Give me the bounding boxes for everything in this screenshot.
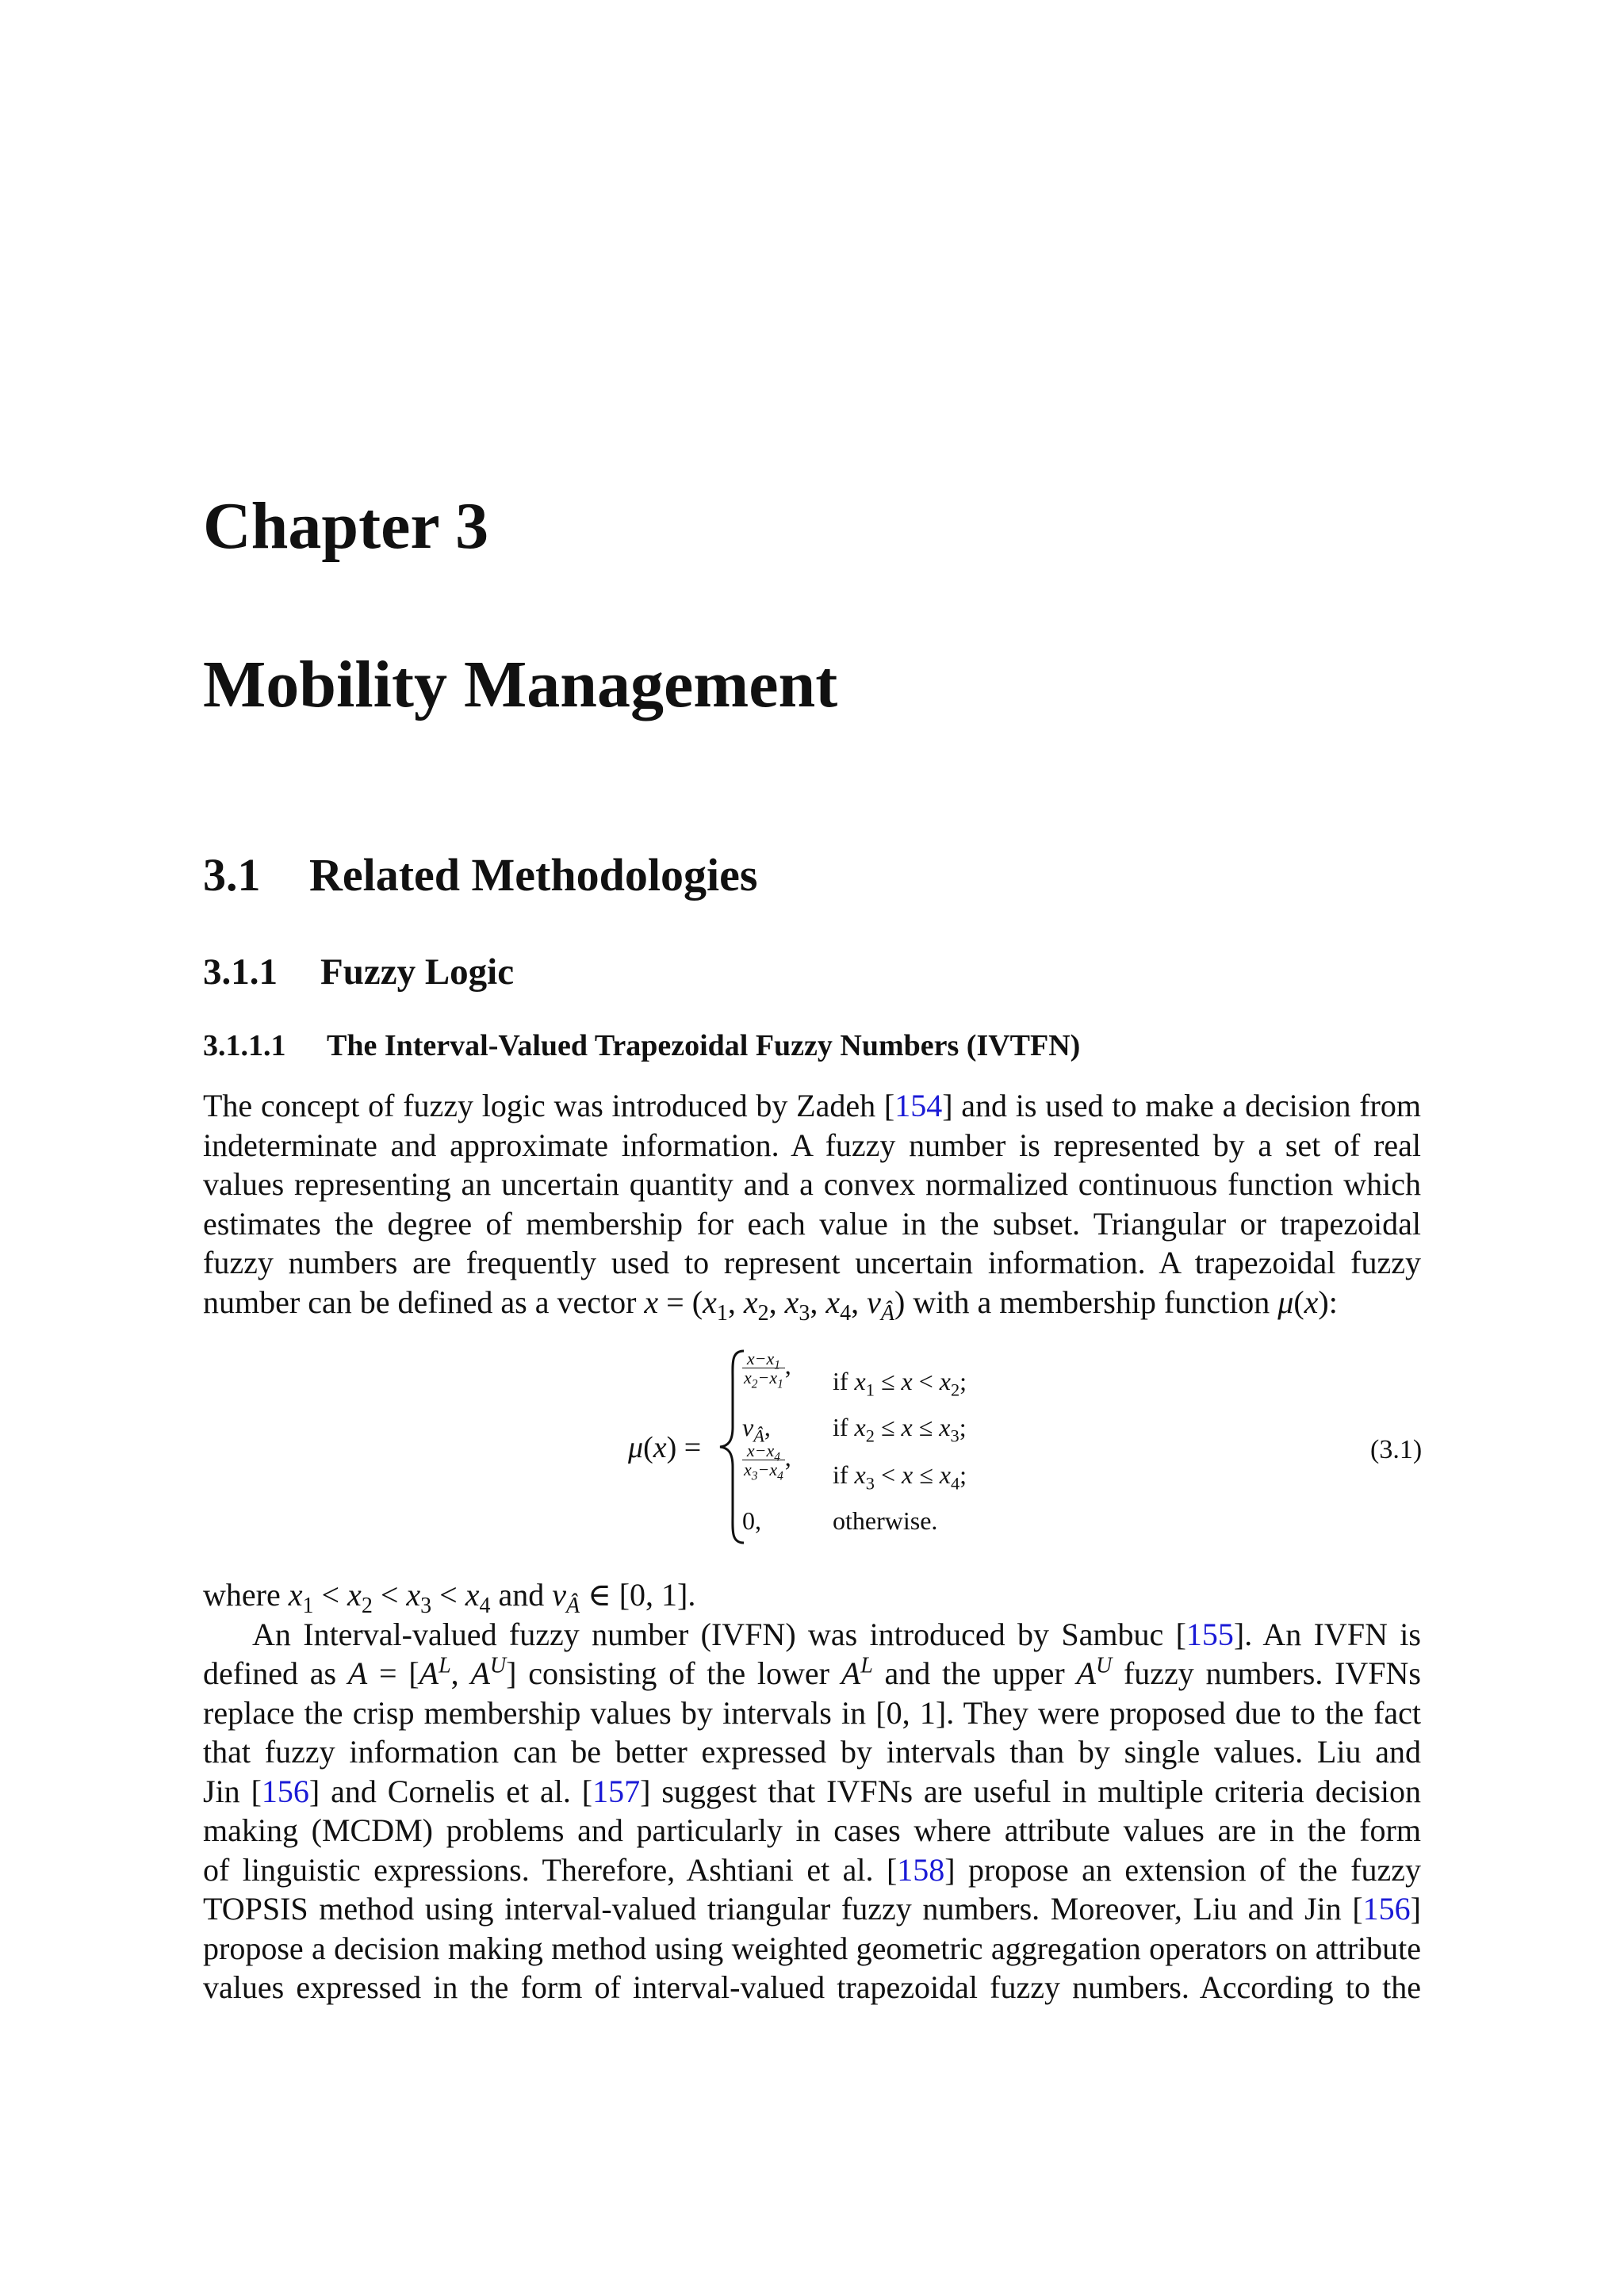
citation-link[interactable]: 158 (897, 1851, 945, 1888)
case-2-value: $v_Â$, (742, 1413, 771, 1446)
text-line: TOPSIS method using interval-valued triangular fuzzy numbers. Moreover, Liu and Jin [156] (203, 1891, 1421, 1927)
membership-symbol: μ(x) (1277, 1284, 1329, 1320)
equation-3-1 (0, 1348, 1624, 1546)
chapter-title: Mobility Management (203, 648, 838, 721)
citation-link[interactable]: 157 (592, 1773, 641, 1809)
text-line: values representing an uncertain quantity and a convex normalized continuous function which (203, 1166, 1421, 1202)
case-3-value: $\frac{x-x_4}{x_3-x_4}$ , (744, 1441, 791, 1483)
paragraph-intro (203, 1086, 1421, 1326)
section-number: 3.1 (203, 849, 261, 901)
citation-link[interactable]: 155 (1185, 1616, 1234, 1652)
subsubsection-number: 3.1.1.1 (203, 1029, 286, 1062)
equation-lhs: μ(x) = (628, 1431, 702, 1464)
text-line: An Interval-valued fuzzy number (IVFN) was introduced by Sambuc [155]. An IVFN is (252, 1616, 1421, 1652)
text-line: where $x_1 < x_2 < x_3 < x_4$ and $v_Â$ ∈ [0, 1]. (203, 1577, 696, 1618)
text-line: that fuzzy information can be better expressed by intervals than by single values. Liu and (203, 1734, 1421, 1770)
citation-link[interactable]: 156 (261, 1773, 309, 1809)
range-formula: $v_Â$ ∈ [0, 1] (552, 1577, 688, 1618)
text-line: defined as $A = [A^L$, $A^U$] consisting of the lower $A^L$ and the upper $A^U$ fuzzy numbers. IVFNs (203, 1653, 1421, 1691)
case-1-condition: if $x_1 \le x < x_2$; (833, 1367, 967, 1400)
case-1-value: $\frac{x-x_1}{x_2-x_1}$ , (744, 1349, 791, 1391)
text-line: Jin [156] and Cornelis et al. [157] suggest that IVFNs are useful in multiple criteria decision (203, 1773, 1422, 1809)
subsubsection-title: The Interval-Valued Trapezoidal Fuzzy Numbers (IVTFN) (327, 1029, 1081, 1062)
text-line: propose a decision making method using weighted geometric aggregation operators on attribute (203, 1930, 1421, 1966)
subsection-number: 3.1.1 (203, 951, 278, 993)
vector-formula: $x = (x_1$, $x_2$, $x_3$, $x_4$, $v_Â$) (644, 1284, 906, 1326)
case-4-condition: otherwise. (833, 1506, 938, 1535)
subsection-title: Fuzzy Logic (320, 951, 515, 993)
subsection-heading (203, 951, 515, 993)
citation-link[interactable]: 156 (1362, 1891, 1411, 1927)
subsubsection-heading (203, 1031, 1080, 1061)
text-line: of linguistic expressions. Therefore, Ashtiani et al. [158] propose an extension of the fuzzy (203, 1851, 1421, 1888)
text-line: making (MCDM) problems and particularly in cases where attribute values are in the form (203, 1812, 1421, 1848)
text-line: replace the crisp membership values by intervals in [0, 1]. They were proposed due to the fact (203, 1694, 1422, 1731)
ordering-formula: $x_1 < x_2 < x_3 < x_4$ (288, 1577, 491, 1618)
section-heading (203, 849, 758, 901)
case-4-value: 0, (742, 1506, 761, 1535)
text-line: values expressed in the form of interval-valued trapezoidal fuzzy numbers. According to the (203, 1969, 1421, 2005)
text-line: indeterminate and approximate information. A fuzzy number is represented by a set of real (203, 1127, 1421, 1163)
text-line: number can be defined as a vector $x = (x_1$, $x_2$, $x_3$, $x_4$, $v_Â$) with a membership function μ(x): (203, 1284, 1338, 1326)
ivfn-formula: $A = [A^L$, $A^U$] (347, 1653, 517, 1691)
case-3-condition: if $x_3 < x \le x_4$; (833, 1460, 967, 1494)
section-title: Related Methodologies (309, 849, 758, 901)
citation-link[interactable]: 154 (894, 1088, 943, 1123)
paragraph-ivfn (203, 1575, 1421, 2007)
text-line: fuzzy numbers are frequently used to represent uncertain information. A trapezoidal fuzzy (203, 1245, 1421, 1280)
equation-number: (3.1) (1370, 1435, 1423, 1464)
chapter-label: Chapter 3 (203, 489, 489, 563)
text-line: The concept of fuzzy logic was introduced by Zadeh [154] and is used to make a decision from (203, 1088, 1421, 1123)
case-2-condition: if $x_2 \le x \le x_3$; (833, 1413, 967, 1446)
text-line: estimates the degree of membership for each value in the subset. Triangular or trapezoidal (203, 1205, 1421, 1242)
